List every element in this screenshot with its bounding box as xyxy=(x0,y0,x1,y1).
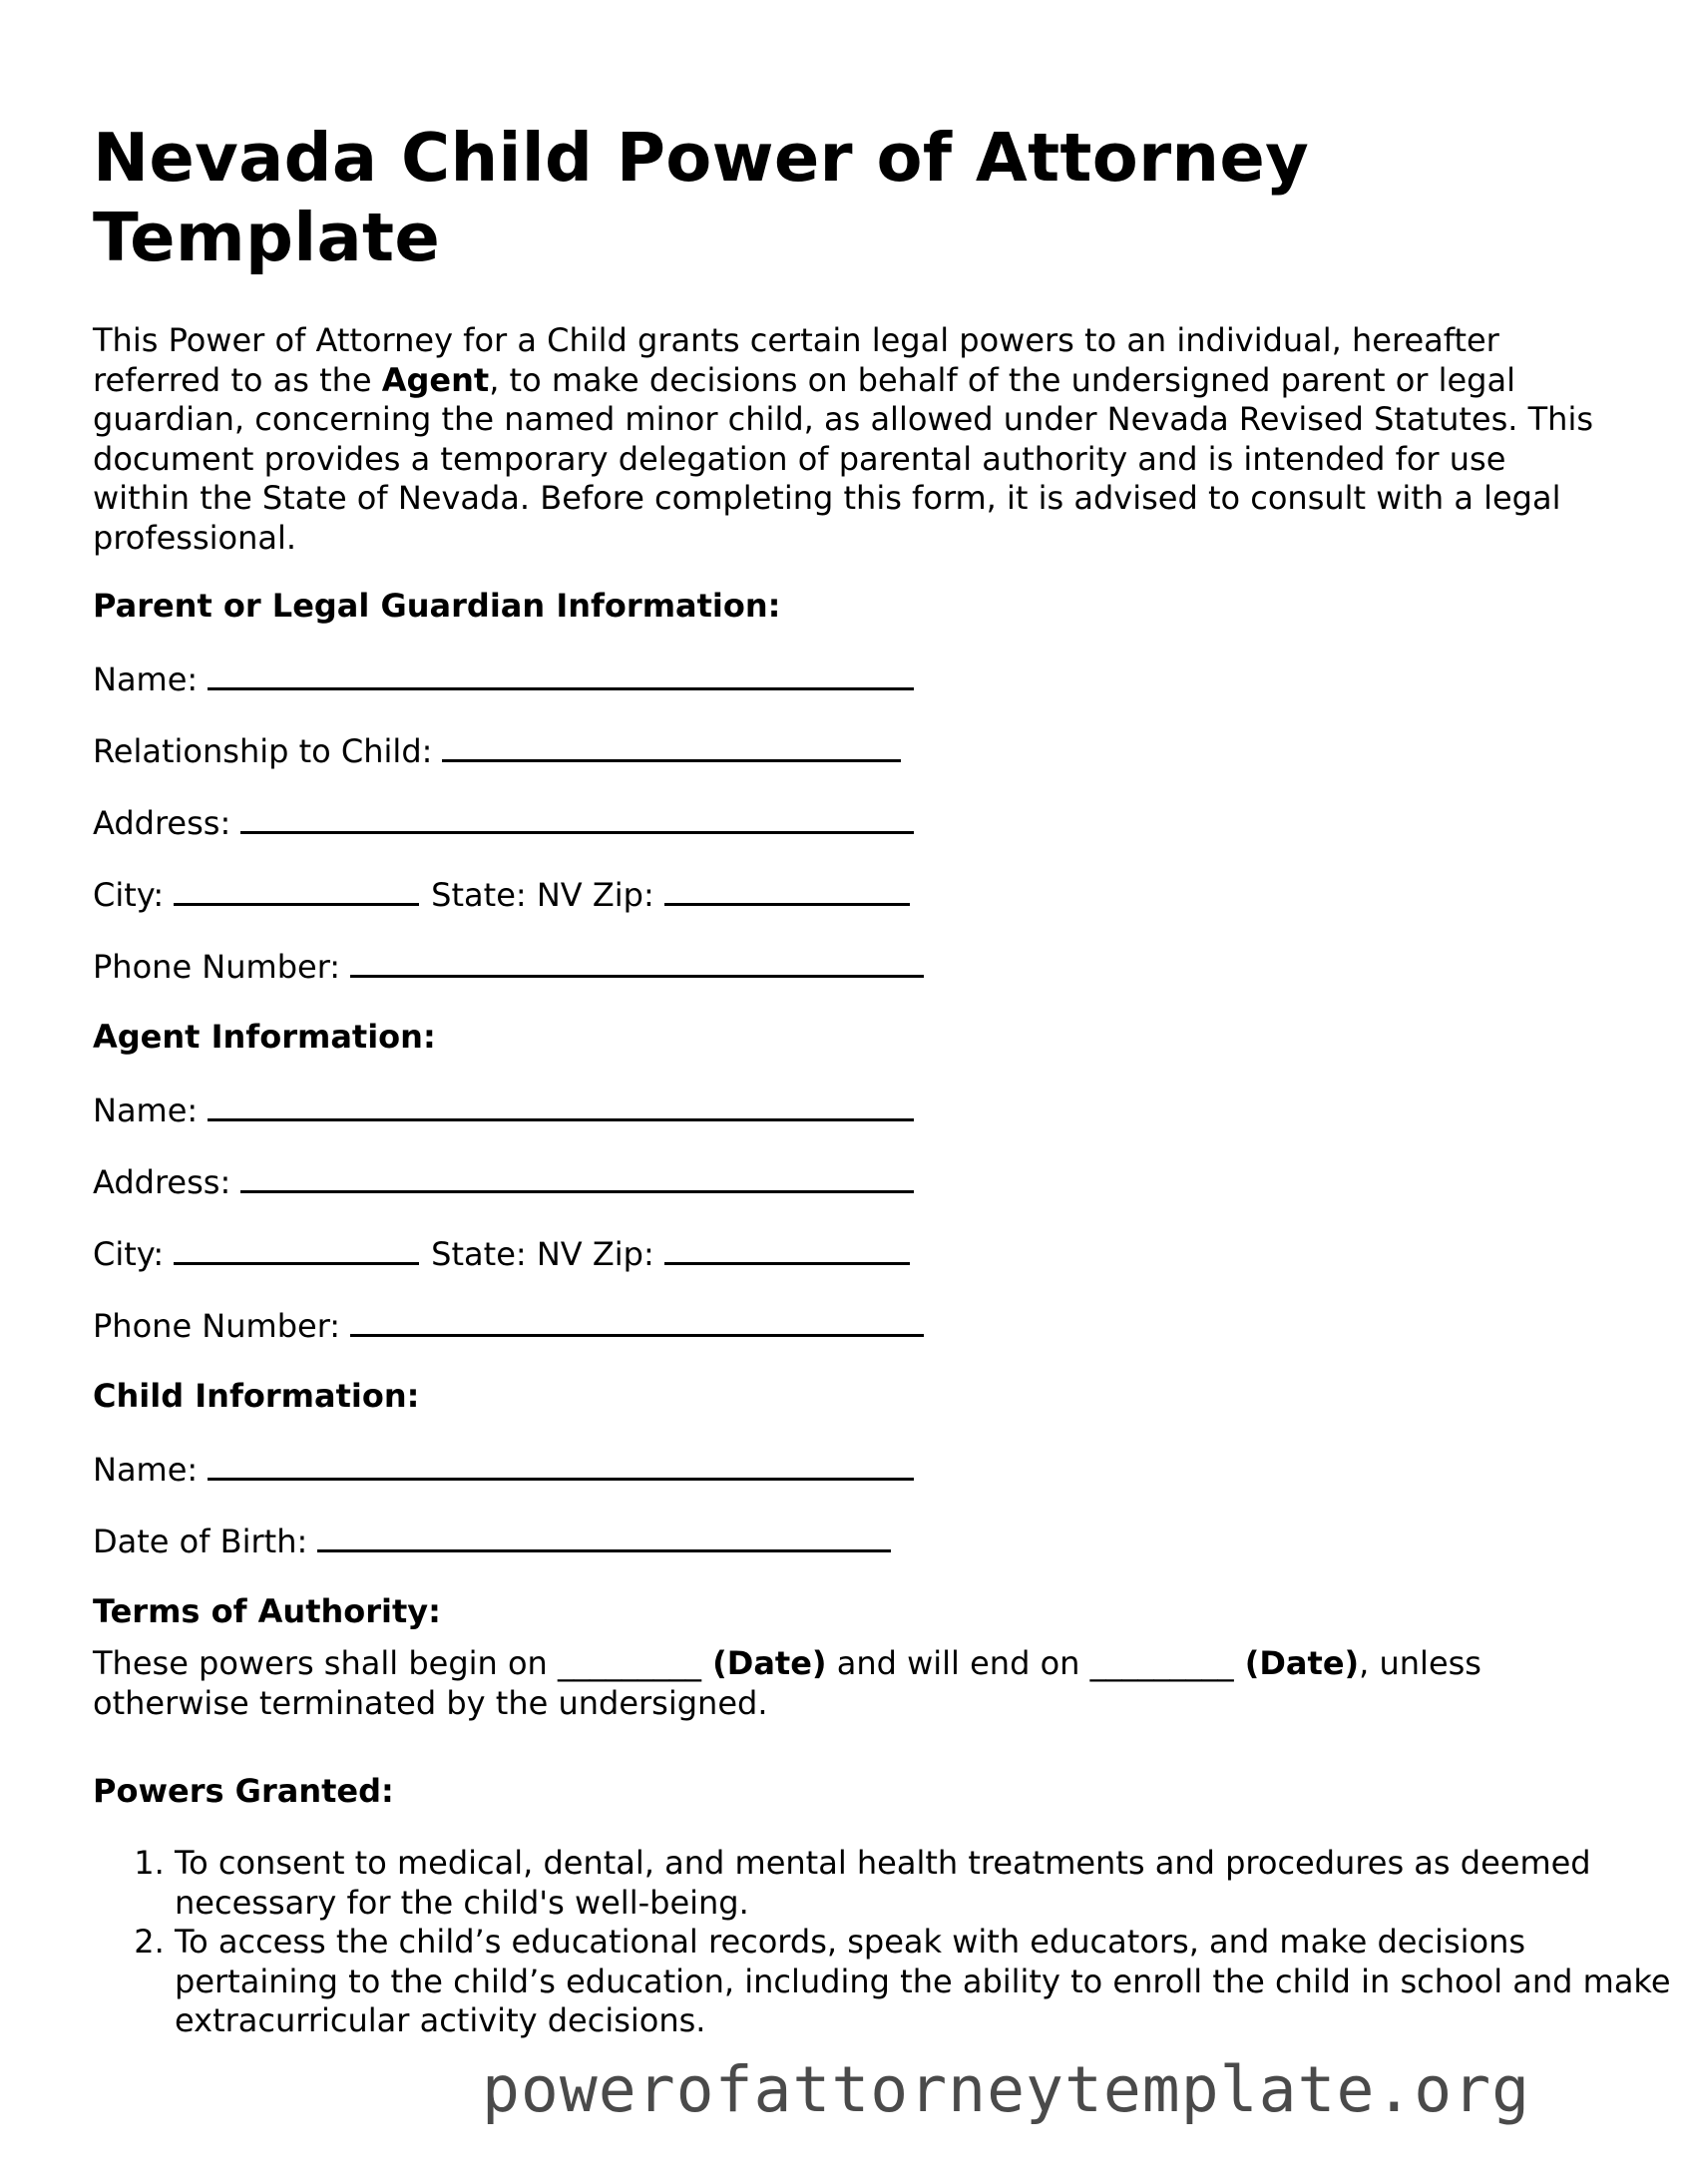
parent-relationship-input[interactable] xyxy=(442,729,901,762)
agent-section-heading: Agent Information: xyxy=(93,1018,436,1056)
agent-name-input[interactable] xyxy=(208,1089,914,1121)
child-section-heading: Child Information: xyxy=(93,1377,420,1415)
agent-address-label: Address: xyxy=(93,1163,231,1201)
intro-paragraph xyxy=(93,321,1609,558)
intro-text-1: This Power of Attorney for a Child grants certain legal powers to an individual, hereafter referred to as the xyxy=(93,321,1499,399)
terms-text-1: These powers shall begin on xyxy=(93,1644,558,1682)
agent-city-label: City: xyxy=(93,1235,165,1273)
terms-text-2: and will end on xyxy=(826,1644,1090,1682)
end-date-blank[interactable]: _________ xyxy=(1089,1644,1234,1682)
parent-relationship-field xyxy=(93,729,901,771)
agent-city-input[interactable] xyxy=(174,1232,419,1265)
terms-paragraph xyxy=(93,1644,1609,1723)
powers-list xyxy=(93,1844,1671,2041)
document-page xyxy=(93,0,1671,2039)
parent-address-input[interactable] xyxy=(240,801,914,834)
agent-name-label: Name: xyxy=(93,1092,199,1129)
agent-state-zip-label: State: NV Zip: xyxy=(431,1235,654,1273)
intro-text-2: , to make decisions on behalf of the undersigned parent or legal guardian, concerning the named minor child, as allowed under Nevada Revised Statutes. This document provides a temporary delegation of parental authority and is intended for use within the State of Nevada. Before completing this form, it is advised to consult with a legal professional. xyxy=(93,360,1593,557)
agent-phone-input[interactable] xyxy=(350,1304,924,1337)
agent-phone-field xyxy=(93,1304,924,1346)
child-name-field xyxy=(93,1448,914,1490)
child-dob-input[interactable] xyxy=(317,1520,891,1552)
parent-phone-input[interactable] xyxy=(350,945,924,978)
parent-name-label: Name: xyxy=(93,660,199,698)
list-item: 1. To consent to medical, dental, and mental health treatments and procedures as deemed necessary for the child's well-being. xyxy=(175,1844,1671,1923)
page-title: Nevada Child Power of Attorney Template xyxy=(93,119,1310,276)
parent-zip-input[interactable] xyxy=(664,873,910,906)
parent-state-zip-label: State: NV Zip: xyxy=(431,876,654,914)
parent-phone-label: Phone Number: xyxy=(93,948,341,986)
parent-name-field xyxy=(93,657,914,699)
agent-zip-input[interactable] xyxy=(664,1232,910,1265)
parent-name-input[interactable] xyxy=(208,657,914,690)
parent-section-heading: Parent or Legal Guardian Information: xyxy=(93,587,781,625)
parent-address-label: Address: xyxy=(93,804,231,842)
parent-phone-field xyxy=(93,945,924,987)
agent-phone-label: Phone Number: xyxy=(93,1307,341,1345)
parent-relationship-label: Relationship to Child: xyxy=(93,732,433,770)
end-date-label: (Date) xyxy=(1233,1644,1360,1682)
parent-city-state-zip-field xyxy=(93,873,910,915)
start-date-label: (Date) xyxy=(701,1644,827,1682)
intro-agent-term: Agent xyxy=(381,360,490,399)
powers-section-heading: Powers Granted: xyxy=(93,1772,394,1810)
child-dob-field xyxy=(93,1520,891,1561)
parent-city-input[interactable] xyxy=(174,873,419,906)
start-date-blank[interactable]: _________ xyxy=(558,1644,701,1682)
agent-name-field xyxy=(93,1089,914,1130)
agent-address-field xyxy=(93,1160,914,1202)
terms-section-heading: Terms of Authority: xyxy=(93,1592,441,1630)
watermark-text: powerofattorneytemplate.org xyxy=(482,2053,1531,2126)
list-item: 2. To access the child’s educational records, speak with educators, and make decisions pertaining to the child’s education, including the ability to enroll the child in school and make extracurricular activity decisions. xyxy=(175,1923,1671,2041)
parent-city-label: City: xyxy=(93,876,165,914)
terms-text-3: , unless otherwise terminated by the undersigned. xyxy=(93,1644,1481,1722)
parent-address-field xyxy=(93,801,914,843)
child-name-label: Name: xyxy=(93,1451,199,1489)
child-dob-label: Date of Birth: xyxy=(93,1523,308,1560)
agent-city-state-zip-field xyxy=(93,1232,910,1274)
agent-address-input[interactable] xyxy=(240,1160,914,1193)
child-name-input[interactable] xyxy=(208,1448,914,1481)
